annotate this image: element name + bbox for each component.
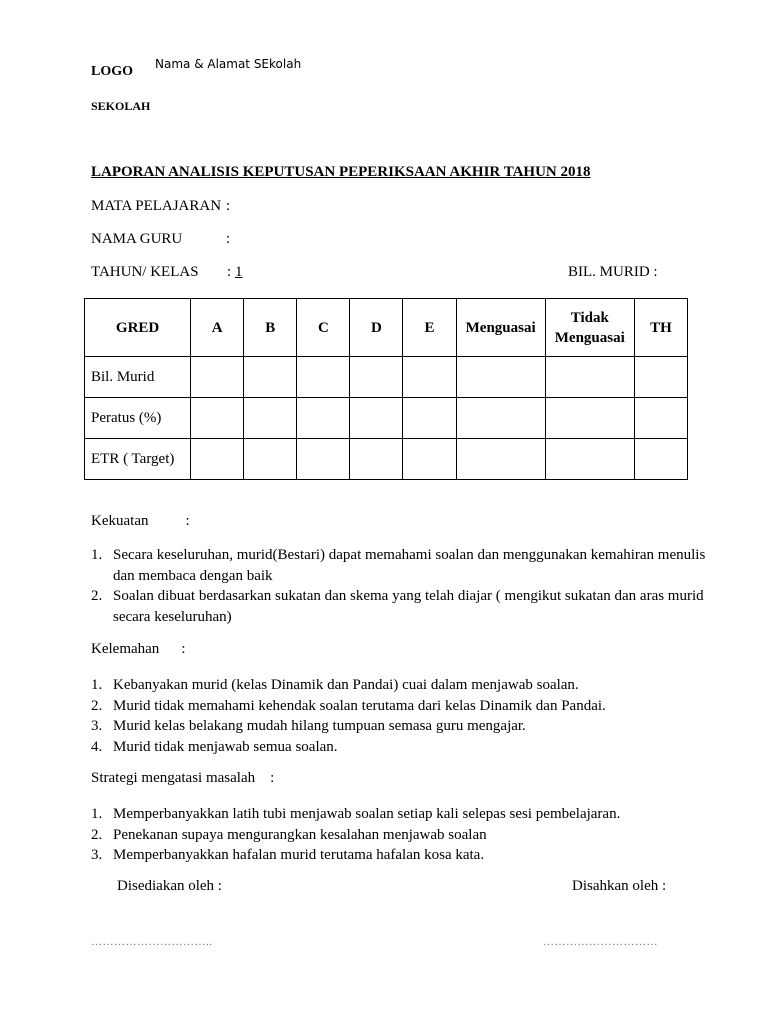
prepared-by-label: Disediakan oleh :	[117, 878, 222, 894]
row-label-etr-target: ETR ( Target)	[85, 439, 191, 480]
strengths-list	[91, 545, 731, 627]
strengths-label: Kekuatan	[91, 513, 149, 529]
approved-signature-line: …………………………	[543, 936, 658, 948]
table-cell[interactable]	[191, 357, 244, 398]
row-label-student-count: Bil. Murid	[85, 357, 191, 398]
list-item	[91, 825, 731, 846]
table-cell[interactable]	[297, 357, 350, 398]
row-label-percentage: Peratus (%)	[85, 398, 191, 439]
school-label: SEKOLAH	[91, 99, 151, 113]
header-cell-e: E	[403, 299, 456, 357]
list-item-text: Memperbanyakkan hafalan murid terutama hafalan kosa kata.	[113, 847, 485, 863]
list-item	[91, 737, 731, 758]
table-cell[interactable]	[456, 398, 545, 439]
weaknesses-heading	[91, 641, 185, 658]
field-students-label: BIL. MURID :	[568, 264, 658, 280]
header-not-mastered-line2: Menguasai	[554, 329, 625, 346]
table-row	[85, 398, 688, 439]
list-item	[91, 545, 731, 586]
table-cell[interactable]	[350, 439, 403, 480]
list-item-number: 1.	[91, 806, 103, 822]
table-cell[interactable]	[634, 398, 687, 439]
header-cell-grade: GRED	[85, 299, 191, 357]
header-cell-a: A	[191, 299, 244, 357]
field-subject-colon: :	[226, 198, 231, 214]
list-item-text: secara keseluruhan)	[113, 608, 232, 625]
list-item-text: Murid tidak menjawab semua soalan.	[113, 738, 338, 755]
field-teacher-label: NAMA GURU	[91, 231, 183, 247]
header-not-mastered-line1: Tidak	[570, 309, 609, 326]
strategies-colon: :	[270, 770, 275, 786]
field-subject-label: MATA PELAJARAN	[91, 198, 222, 214]
grade-analysis-table	[84, 298, 688, 480]
list-item-text: dan membaca dengan baik	[113, 567, 273, 584]
list-item	[91, 845, 731, 866]
list-item-text: Penekanan supaya mengurangkan kesalahan menjawab soalan	[113, 826, 487, 843]
school-logo-placeholder: LOGO	[91, 64, 134, 79]
table-cell[interactable]	[191, 398, 244, 439]
table-cell[interactable]	[545, 439, 634, 480]
table-row	[85, 357, 688, 398]
strategies-heading	[91, 770, 274, 787]
list-item-text: Soalan dibuat berdasarkan sukatan dan skema yang telah diajar ( mengikut sukatan dan aras murid	[113, 588, 704, 604]
table-cell[interactable]	[297, 398, 350, 439]
list-item-number: 2.	[91, 588, 103, 604]
list-item-number: 2.	[91, 697, 103, 714]
table-cell[interactable]	[244, 357, 297, 398]
approved-by-label: Disahkan oleh :	[572, 878, 667, 894]
list-item-number: 1.	[91, 677, 103, 693]
table-cell[interactable]	[545, 357, 634, 398]
weaknesses-list	[91, 675, 731, 757]
table-cell[interactable]	[545, 398, 634, 439]
table-cell[interactable]	[403, 357, 456, 398]
weaknesses-colon: :	[181, 641, 186, 657]
list-item-text: Murid tidak memahami kehendak soalan terutama dari kelas Dinamik dan Pandai.	[113, 697, 606, 714]
table-cell[interactable]	[456, 357, 545, 398]
header-cell-th: TH	[634, 299, 687, 357]
strengths-colon: :	[185, 513, 190, 529]
school-name-address: Nama & Alamat SEkolah	[155, 57, 302, 71]
table-cell[interactable]	[456, 439, 545, 480]
table-row	[85, 439, 688, 480]
list-item	[91, 586, 731, 627]
list-item	[91, 696, 731, 717]
list-item	[91, 804, 731, 825]
header-cell-b: B	[244, 299, 297, 357]
prepared-signature-line: …………………………..	[91, 936, 213, 948]
list-item-number: 4.	[91, 738, 103, 755]
header-cell-not-mastered	[545, 299, 634, 357]
table-cell[interactable]	[244, 439, 297, 480]
list-item	[91, 716, 731, 737]
list-item-number: 1.	[91, 547, 103, 563]
header-cell-c: C	[297, 299, 350, 357]
list-item	[91, 675, 731, 696]
table-cell[interactable]	[244, 398, 297, 439]
list-item-text: Memperbanyakkan latih tubi menjawab soalan setiap kali selepas sesi pembelajaran.	[113, 806, 621, 822]
weaknesses-label: Kelemahan	[91, 641, 160, 657]
table-cell[interactable]	[634, 439, 687, 480]
table-cell[interactable]	[350, 357, 403, 398]
strategies-list	[91, 804, 731, 866]
header-cell-mastered: Menguasai	[456, 299, 545, 357]
field-class-value: 1	[235, 264, 243, 280]
field-class-colon: :	[227, 264, 232, 280]
report-title: LAPORAN ANALISIS KEPUTUSAN PEPERIKSAAN AKHIR TAHUN 2018	[91, 164, 591, 180]
field-teacher-colon: :	[226, 231, 231, 247]
table-cell[interactable]	[403, 439, 456, 480]
strengths-heading	[91, 513, 190, 530]
field-class-label: TAHUN/ KELAS	[91, 264, 199, 280]
list-item-number: 3.	[91, 847, 103, 863]
list-item-text: Murid kelas belakang mudah hilang tumpuan semasa guru mengajar.	[113, 718, 526, 734]
header-cell-d: D	[350, 299, 403, 357]
table-cell[interactable]	[634, 357, 687, 398]
field-subject	[0, 198, 768, 218]
list-item-text: Secara keseluruhan, murid(Bestari) dapat memahami soalan dan menggunakan kemahiran menulis	[113, 547, 706, 563]
list-item-text: Kebanyakan murid (kelas Dinamik dan Pandai) cuai dalam menjawab soalan.	[113, 677, 579, 693]
table-header-row	[85, 299, 688, 357]
strategies-label: Strategi mengatasi masalah	[91, 770, 256, 786]
table-cell[interactable]	[350, 398, 403, 439]
table-cell[interactable]	[297, 439, 350, 480]
field-class	[0, 264, 768, 284]
list-item-number: 2.	[91, 826, 103, 843]
list-item-number: 3.	[91, 718, 103, 734]
table-cell[interactable]	[403, 398, 456, 439]
field-teacher	[0, 231, 768, 251]
table-cell[interactable]	[191, 439, 244, 480]
